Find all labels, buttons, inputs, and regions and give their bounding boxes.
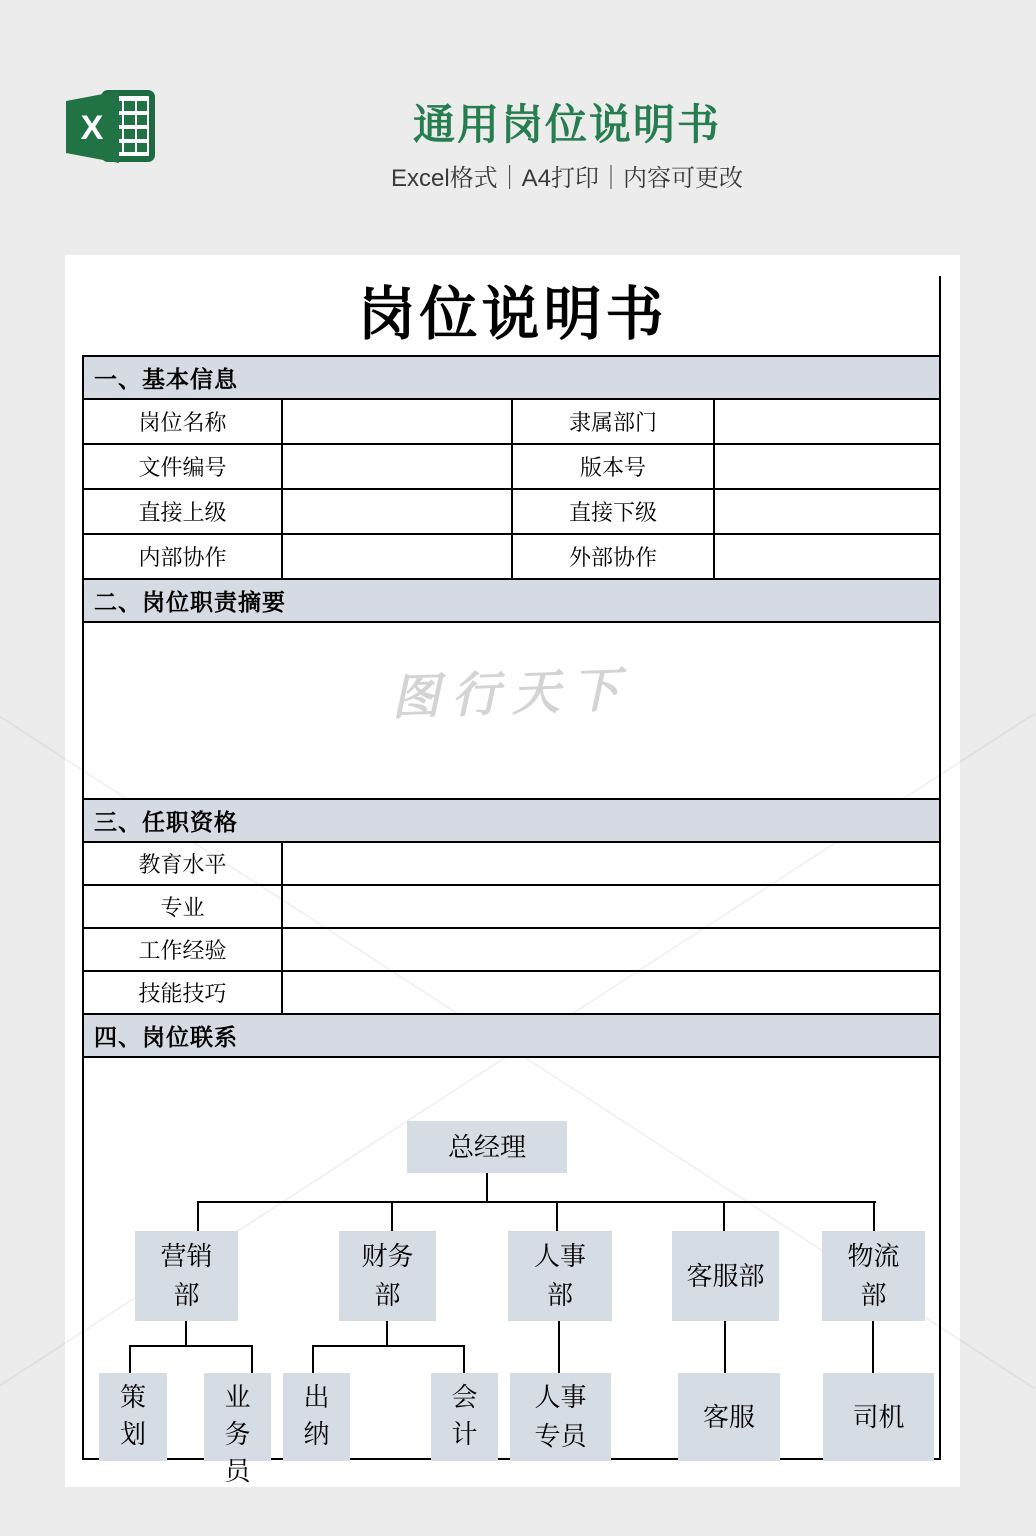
connector-line	[556, 1201, 558, 1231]
qual-value-cell	[283, 972, 939, 1015]
duty-summary-area	[84, 623, 939, 800]
connector-line	[129, 1345, 131, 1373]
qual-label: 技能技巧	[84, 972, 283, 1015]
connector-line	[197, 1201, 199, 1231]
connector-line	[312, 1345, 314, 1373]
info-value-cell	[715, 535, 939, 580]
document-table	[82, 355, 941, 1486]
qual-label: 工作经验	[84, 929, 283, 972]
org-node-leaf: 人事专员	[510, 1373, 611, 1461]
connector-line	[872, 1321, 874, 1373]
connector-line	[723, 1201, 725, 1231]
section-header-basic-info: 一、基本信息	[84, 357, 939, 400]
org-node-leaf: 策划	[99, 1373, 167, 1461]
section-header-relations: 四、岗位联系	[84, 1015, 939, 1058]
connector-line	[312, 1345, 465, 1347]
info-label: 岗位名称	[84, 400, 283, 445]
connector-line	[558, 1321, 560, 1373]
info-value-cell	[283, 535, 513, 580]
info-value-cell	[715, 490, 939, 535]
info-value-cell	[715, 400, 939, 445]
org-chart	[84, 1058, 939, 1486]
connector-line	[391, 1201, 393, 1231]
preview-header	[0, 0, 1024, 255]
org-node-leaf: 出纳	[283, 1373, 350, 1461]
basic-info-table	[84, 400, 939, 580]
connector-line	[386, 1321, 388, 1345]
qual-label: 教育水平	[84, 843, 283, 886]
info-label: 隶属部门	[513, 400, 715, 445]
info-label: 直接下级	[513, 490, 715, 535]
title-right-border	[939, 276, 941, 355]
info-label: 内部协作	[84, 535, 283, 580]
info-label: 外部协作	[513, 535, 715, 580]
site-watermark: 图行天下	[390, 663, 633, 726]
org-node-leaf: 会计	[431, 1373, 498, 1461]
org-node-leaf: 业务员	[204, 1373, 271, 1461]
section-header-duty-summary: 二、岗位职责摘要	[84, 580, 939, 623]
info-value-cell	[283, 400, 513, 445]
org-node-dept: 财务部	[339, 1231, 436, 1321]
info-value-cell	[283, 490, 513, 535]
org-node-leaf: 司机	[823, 1373, 934, 1461]
connector-line	[129, 1345, 253, 1347]
org-node-dept: 营销部	[135, 1231, 238, 1321]
qual-label: 专业	[84, 886, 283, 929]
org-node-leaf: 客服	[678, 1373, 780, 1461]
info-label: 文件编号	[84, 445, 283, 490]
page-subtitle: Excel格式｜A4打印｜内容可更改	[390, 165, 744, 192]
document-page	[65, 255, 960, 1487]
connector-line	[198, 1201, 876, 1203]
section-header-qualifications: 三、任职资格	[84, 800, 939, 843]
document-title: 岗位说明书	[357, 282, 668, 347]
connector-line	[185, 1321, 187, 1345]
qualifications-table	[84, 843, 939, 1015]
org-node-root: 总经理	[407, 1121, 567, 1173]
qual-value-cell	[283, 886, 939, 929]
org-node-dept: 客服部	[672, 1231, 779, 1321]
qual-value-cell	[283, 843, 939, 886]
connector-line	[486, 1173, 488, 1201]
org-node-dept: 物流部	[822, 1231, 925, 1321]
info-value-cell	[715, 445, 939, 490]
svg-text:X: X	[80, 109, 104, 147]
info-value-cell	[283, 445, 513, 490]
connector-line	[724, 1321, 726, 1373]
qual-value-cell	[283, 929, 939, 972]
page-title: 通用岗位说明书	[412, 101, 721, 148]
info-label: 直接上级	[84, 490, 283, 535]
connector-line	[251, 1345, 253, 1373]
connector-line	[873, 1201, 875, 1231]
info-label: 版本号	[513, 445, 715, 490]
org-node-dept: 人事部	[508, 1231, 612, 1321]
connector-line	[463, 1345, 465, 1373]
